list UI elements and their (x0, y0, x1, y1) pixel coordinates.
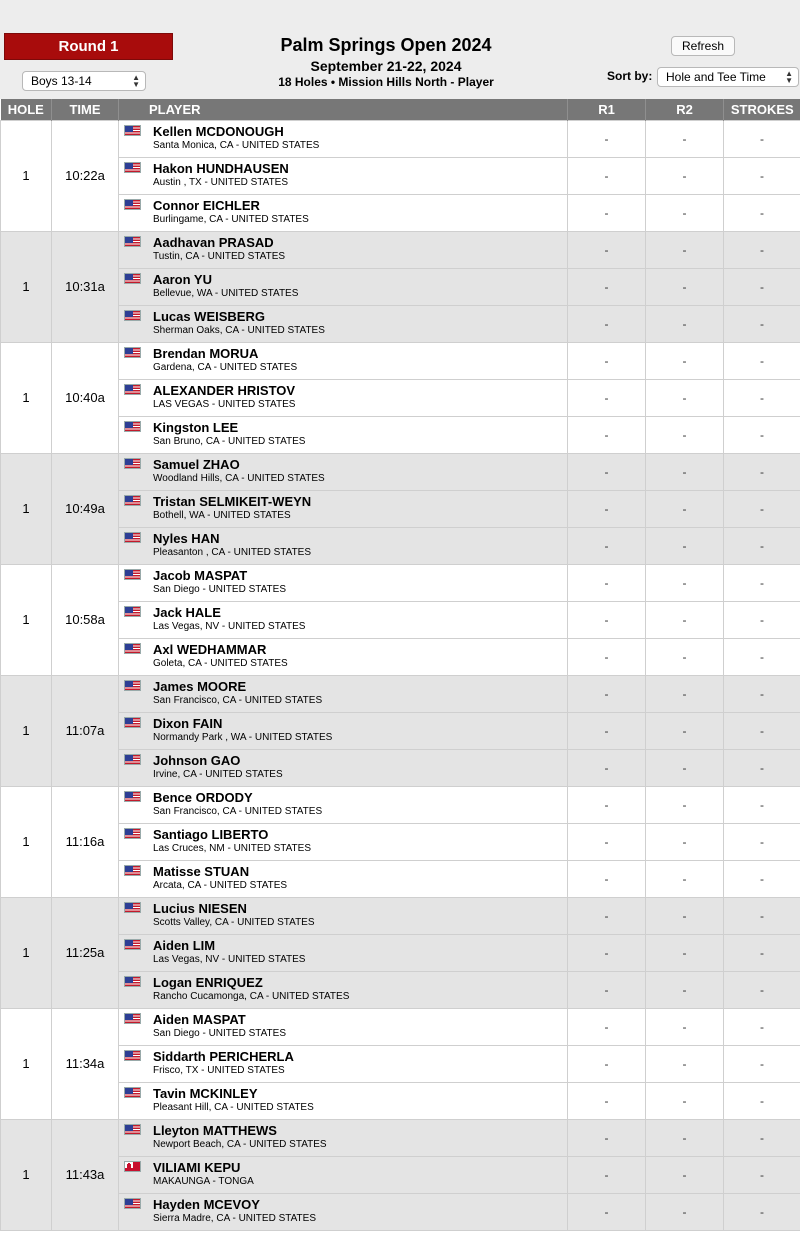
r2-score: - (646, 342, 724, 379)
r2-score: - (646, 1193, 724, 1230)
player-location: Burlingame, CA - UNITED STATES (153, 213, 309, 225)
player-location: Gardena, CA - UNITED STATES (153, 361, 298, 373)
table-row[interactable] (1, 897, 800, 934)
us-flag-icon (124, 1087, 141, 1098)
strokes-total: - (724, 638, 800, 675)
r2-score: - (646, 1119, 724, 1156)
r2-score: - (646, 527, 724, 564)
r2-score: - (646, 1008, 724, 1045)
r2-score: - (646, 194, 724, 231)
table-row[interactable] (1, 305, 800, 342)
player-location: MAKAUNGA - TONGA (153, 1175, 254, 1187)
hole-cell: 1 (1, 675, 52, 786)
us-flag-icon (124, 384, 141, 395)
hole-cell: 1 (1, 786, 52, 897)
player-cell[interactable] (119, 786, 568, 823)
table-row[interactable] (1, 638, 800, 675)
strokes-total: - (724, 1082, 800, 1119)
strokes-total: - (724, 934, 800, 971)
player-name[interactable]: James MOORE (153, 678, 247, 694)
hole-cell: 1 (1, 231, 52, 342)
r2-score: - (646, 1045, 724, 1082)
player-location: Austin , TX - UNITED STATES (153, 176, 289, 188)
player-cell[interactable] (119, 1082, 568, 1119)
sort-select-value: Hole and Tee Time (666, 70, 766, 84)
refresh-button[interactable]: Refresh (671, 36, 735, 56)
player-name[interactable]: Tristan SELMIKEIT-WEYN (153, 493, 312, 509)
player-location: San Diego - UNITED STATES (153, 1027, 286, 1039)
r1-score: - (568, 416, 646, 453)
us-flag-icon (124, 421, 141, 432)
player-location: Sherman Oaks, CA - UNITED STATES (153, 324, 325, 336)
r1-score: - (568, 1193, 646, 1230)
us-flag-icon (124, 310, 141, 321)
strokes-total: - (724, 1193, 800, 1230)
player-name[interactable]: ALEXANDER HRISTOV (153, 382, 296, 398)
r1-score: - (568, 527, 646, 564)
table-row[interactable] (1, 453, 800, 490)
player-name[interactable]: Aaron YU (153, 271, 212, 287)
tee-time-cell: 11:34a (52, 1008, 119, 1119)
strokes-total: - (724, 675, 800, 712)
player-name[interactable]: Kingston LEE (153, 419, 239, 435)
hole-cell: 1 (1, 120, 52, 231)
player-name[interactable]: Connor EICHLER (153, 197, 260, 213)
player-name[interactable]: Santiago LIBERTO (153, 826, 269, 842)
player-cell[interactable] (119, 490, 568, 527)
strokes-total: - (724, 860, 800, 897)
r1-score: - (568, 564, 646, 601)
hole-cell: 1 (1, 897, 52, 1008)
player-name[interactable]: Lleyton MATTHEWS (153, 1122, 277, 1138)
player-name[interactable]: Aadhavan PRASAD (153, 234, 274, 250)
table-row[interactable] (1, 342, 800, 379)
player-name[interactable]: Jacob MASPAT (153, 567, 248, 583)
player-cell[interactable] (119, 823, 568, 860)
r2-score: - (646, 1082, 724, 1119)
table-row[interactable] (1, 601, 800, 638)
hole-cell: 1 (1, 342, 52, 453)
player-cell[interactable] (119, 1045, 568, 1082)
player-location: Sierra Madre, CA - UNITED STATES (153, 1212, 316, 1224)
division-select[interactable] (22, 71, 146, 91)
r2-score: - (646, 749, 724, 786)
player-location: Scotts Valley, CA - UNITED STATES (153, 916, 315, 928)
player-cell[interactable] (119, 564, 568, 601)
table-row[interactable] (1, 416, 800, 453)
player-location: Bellevue, WA - UNITED STATES (153, 287, 299, 299)
player-cell[interactable] (119, 231, 568, 268)
player-name[interactable]: Johnson GAO (153, 752, 241, 768)
player-location: Newport Beach, CA - UNITED STATES (153, 1138, 327, 1150)
player-location: Normandy Park , WA - UNITED STATES (153, 731, 333, 743)
us-flag-icon (124, 495, 141, 506)
tee-times-table (0, 99, 800, 1231)
r2-score: - (646, 453, 724, 490)
table-header-row (1, 99, 800, 120)
r2-score: - (646, 1156, 724, 1193)
table-row[interactable] (1, 1156, 800, 1193)
player-name[interactable]: Kellen MCDONOUGH (153, 123, 284, 139)
title-block (200, 35, 572, 89)
player-location: Las Cruces, NM - UNITED STATES (153, 842, 311, 854)
table-row[interactable] (1, 157, 800, 194)
table-row[interactable] (1, 1193, 800, 1230)
r2-score: - (646, 231, 724, 268)
r1-score: - (568, 305, 646, 342)
player-name[interactable]: Logan ENRIQUEZ (153, 974, 263, 990)
table-row[interactable] (1, 231, 800, 268)
table-row[interactable] (1, 675, 800, 712)
table-row[interactable] (1, 1082, 800, 1119)
table-row[interactable] (1, 1045, 800, 1082)
table-row[interactable] (1, 564, 800, 601)
strokes-total: - (724, 490, 800, 527)
tee-time-cell: 11:16a (52, 786, 119, 897)
hole-cell: 1 (1, 453, 52, 564)
hole-cell: 1 (1, 1008, 52, 1119)
us-flag-icon (124, 1198, 141, 1209)
table-row[interactable] (1, 1119, 800, 1156)
col-header-strokes[interactable]: STROKES (724, 99, 800, 120)
sort-label: Sort by: (607, 69, 653, 83)
player-cell[interactable] (119, 712, 568, 749)
player-name[interactable]: Lucius NIESEN (153, 900, 247, 916)
tee-time-cell: 10:31a (52, 231, 119, 342)
player-name[interactable]: Jack HALE (153, 604, 221, 620)
r2-score: - (646, 305, 724, 342)
r1-score: - (568, 231, 646, 268)
strokes-total: - (724, 971, 800, 1008)
strokes-total: - (724, 1156, 800, 1193)
hole-cell: 1 (1, 1119, 52, 1230)
player-cell[interactable] (119, 638, 568, 675)
r2-score: - (646, 416, 724, 453)
tee-time-cell: 11:07a (52, 675, 119, 786)
tournament-venue: 18 Holes • Mission Hills North - Player (278, 75, 494, 89)
player-cell[interactable] (119, 860, 568, 897)
player-cell[interactable] (119, 934, 568, 971)
player-location: Pleasant Hill, CA - UNITED STATES (153, 1101, 314, 1113)
table-row[interactable] (1, 1008, 800, 1045)
table-row[interactable] (1, 490, 800, 527)
player-name[interactable]: Brendan MORUA (153, 345, 259, 361)
player-cell[interactable] (119, 527, 568, 564)
player-location: San Diego - UNITED STATES (153, 583, 286, 595)
strokes-total: - (724, 712, 800, 749)
r1-score: - (568, 1082, 646, 1119)
us-flag-icon (124, 162, 141, 173)
strokes-total: - (724, 379, 800, 416)
strokes-total: - (724, 342, 800, 379)
player-cell[interactable] (119, 305, 568, 342)
sort-select[interactable] (657, 67, 799, 87)
r2-score: - (646, 379, 724, 416)
player-location: Arcata, CA - UNITED STATES (153, 879, 288, 891)
player-name[interactable]: Tavin MCKINLEY (153, 1085, 258, 1101)
player-name[interactable]: Bence ORDODY (153, 789, 253, 805)
col-header-player[interactable]: PLAYER (119, 99, 568, 120)
r1-score: - (568, 675, 646, 712)
us-flag-icon (124, 236, 141, 247)
tee-time-cell: 11:43a (52, 1119, 119, 1230)
r1-score: - (568, 268, 646, 305)
strokes-total: - (724, 897, 800, 934)
r1-score: - (568, 1156, 646, 1193)
r1-score: - (568, 786, 646, 823)
us-flag-icon (124, 1013, 141, 1024)
r2-score: - (646, 157, 724, 194)
strokes-total: - (724, 564, 800, 601)
tee-time-cell: 10:49a (52, 453, 119, 564)
player-cell[interactable] (119, 120, 568, 157)
r2-score: - (646, 897, 724, 934)
player-name[interactable]: Aiden LIM (153, 937, 216, 953)
table-row[interactable] (1, 860, 800, 897)
us-flag-icon (124, 273, 141, 284)
r2-score: - (646, 971, 724, 1008)
strokes-total: - (724, 194, 800, 231)
player-location: Rancho Cucamonga, CA - UNITED STATES (153, 990, 350, 1002)
player-name[interactable]: Dixon FAIN (153, 715, 223, 731)
r1-score: - (568, 823, 646, 860)
player-cell[interactable] (119, 268, 568, 305)
strokes-total: - (724, 823, 800, 860)
player-cell[interactable] (119, 379, 568, 416)
r1-score: - (568, 157, 646, 194)
us-flag-icon (124, 1124, 141, 1135)
r1-score: - (568, 1119, 646, 1156)
table-row[interactable] (1, 527, 800, 564)
us-flag-icon (124, 939, 141, 950)
strokes-total: - (724, 305, 800, 342)
player-location: Woodland Hills, CA - UNITED STATES (153, 472, 325, 484)
r2-score: - (646, 934, 724, 971)
tee-time-cell: 10:22a (52, 120, 119, 231)
division-select-value: Boys 13-14 (31, 74, 92, 88)
r1-score: - (568, 342, 646, 379)
player-name[interactable]: Matisse STUAN (153, 863, 250, 879)
header-bar (0, 0, 800, 99)
player-location: Irvine, CA - UNITED STATES (153, 768, 283, 780)
player-name[interactable]: Lucas WEISBERG (153, 308, 265, 324)
strokes-total: - (724, 268, 800, 305)
player-cell[interactable] (119, 897, 568, 934)
tee-time-cell: 10:40a (52, 342, 119, 453)
tonga-flag-icon (124, 1161, 141, 1172)
r1-score: - (568, 971, 646, 1008)
strokes-total: - (724, 749, 800, 786)
table-row[interactable] (1, 786, 800, 823)
r1-score: - (568, 1008, 646, 1045)
player-name[interactable]: VILIAMI KEPU (153, 1159, 241, 1175)
tournament-dates: September 21-22, 2024 (310, 58, 462, 74)
col-header-time[interactable]: TIME (52, 99, 119, 120)
player-location: Las Vegas, NV - UNITED STATES (153, 620, 306, 632)
r2-score: - (646, 712, 724, 749)
us-flag-icon (124, 643, 141, 654)
player-location: Bothell, WA - UNITED STATES (153, 509, 291, 521)
strokes-total: - (724, 1119, 800, 1156)
us-flag-icon (124, 680, 141, 691)
us-flag-icon (124, 717, 141, 728)
player-location: San Bruno, CA - UNITED STATES (153, 435, 306, 447)
player-cell[interactable] (119, 1156, 568, 1193)
player-location: LAS VEGAS - UNITED STATES (153, 398, 296, 410)
player-cell[interactable] (119, 416, 568, 453)
r1-score: - (568, 490, 646, 527)
r1-score: - (568, 934, 646, 971)
us-flag-icon (124, 458, 141, 469)
table-row[interactable] (1, 934, 800, 971)
us-flag-icon (124, 125, 141, 136)
player-cell[interactable] (119, 1008, 568, 1045)
us-flag-icon (124, 199, 141, 210)
r2-score: - (646, 675, 724, 712)
player-location: San Francisco, CA - UNITED STATES (153, 694, 323, 706)
player-name[interactable]: Nyles HAN (153, 530, 220, 546)
player-location: Pleasanton , CA - UNITED STATES (153, 546, 312, 558)
player-cell[interactable] (119, 675, 568, 712)
player-cell[interactable] (119, 342, 568, 379)
r1-score: - (568, 749, 646, 786)
player-name[interactable]: Siddarth PERICHERLA (153, 1048, 294, 1064)
player-cell[interactable] (119, 453, 568, 490)
player-cell[interactable] (119, 194, 568, 231)
table-row[interactable] (1, 823, 800, 860)
player-name[interactable]: Aiden MASPAT (153, 1011, 246, 1027)
us-flag-icon (124, 976, 141, 987)
strokes-total: - (724, 120, 800, 157)
r2-score: - (646, 860, 724, 897)
strokes-total: - (724, 1008, 800, 1045)
player-location: Goleta, CA - UNITED STATES (153, 657, 288, 669)
r1-score: - (568, 194, 646, 231)
us-flag-icon (124, 347, 141, 358)
r2-score: - (646, 786, 724, 823)
tee-time-cell: 10:58a (52, 564, 119, 675)
table-row[interactable] (1, 194, 800, 231)
col-header-hole[interactable]: HOLE (1, 99, 52, 120)
strokes-total: - (724, 786, 800, 823)
r1-score: - (568, 897, 646, 934)
player-cell[interactable] (119, 157, 568, 194)
r1-score: - (568, 120, 646, 157)
r1-score: - (568, 601, 646, 638)
r2-score: - (646, 638, 724, 675)
table-row[interactable] (1, 120, 800, 157)
select-arrows-icon: ▲ ▼ (785, 69, 793, 85)
r2-score: - (646, 823, 724, 860)
col-header-r2[interactable]: R2 (646, 99, 724, 120)
player-cell[interactable] (119, 1119, 568, 1156)
r1-score: - (568, 712, 646, 749)
us-flag-icon (124, 569, 141, 580)
player-cell[interactable] (119, 749, 568, 786)
select-arrows-icon: ▲ ▼ (132, 73, 140, 89)
r1-score: - (568, 453, 646, 490)
r2-score: - (646, 601, 724, 638)
r2-score: - (646, 268, 724, 305)
r2-score: - (646, 120, 724, 157)
player-name[interactable]: Hakon HUNDHAUSEN (153, 160, 289, 176)
us-flag-icon (124, 902, 141, 913)
us-flag-icon (124, 754, 141, 765)
player-cell[interactable] (119, 1193, 568, 1230)
r1-score: - (568, 1045, 646, 1082)
hole-cell: 1 (1, 564, 52, 675)
strokes-total: - (724, 453, 800, 490)
r1-score: - (568, 379, 646, 416)
player-name[interactable]: Samuel ZHAO (153, 456, 240, 472)
player-name[interactable]: Axl WEDHAMMAR (153, 641, 267, 657)
strokes-total: - (724, 1045, 800, 1082)
player-location: Las Vegas, NV - UNITED STATES (153, 953, 306, 965)
us-flag-icon (124, 828, 141, 839)
us-flag-icon (124, 791, 141, 802)
tournament-title: Palm Springs Open 2024 (280, 35, 492, 55)
table-row[interactable] (1, 268, 800, 305)
table-row[interactable] (1, 712, 800, 749)
player-name[interactable]: Hayden MCEVOY (153, 1196, 260, 1212)
table-row[interactable] (1, 971, 800, 1008)
player-location: Tustin, CA - UNITED STATES (153, 250, 286, 262)
strokes-total: - (724, 231, 800, 268)
player-location: Frisco, TX - UNITED STATES (153, 1064, 285, 1076)
table-row[interactable] (1, 749, 800, 786)
r2-score: - (646, 490, 724, 527)
strokes-total: - (724, 527, 800, 564)
us-flag-icon (124, 865, 141, 876)
us-flag-icon (124, 532, 141, 543)
strokes-total: - (724, 157, 800, 194)
r2-score: - (646, 564, 724, 601)
r1-score: - (568, 638, 646, 675)
us-flag-icon (124, 606, 141, 617)
player-cell[interactable] (119, 601, 568, 638)
tee-time-cell: 11:25a (52, 897, 119, 1008)
player-location: San Francisco, CA - UNITED STATES (153, 805, 323, 817)
table-row[interactable] (1, 379, 800, 416)
round-tab[interactable]: Round 1 (4, 33, 173, 60)
us-flag-icon (124, 1050, 141, 1061)
player-cell[interactable] (119, 971, 568, 1008)
r1-score: - (568, 860, 646, 897)
col-header-r1[interactable]: R1 (568, 99, 646, 120)
strokes-total: - (724, 416, 800, 453)
strokes-total: - (724, 601, 800, 638)
player-location: Santa Monica, CA - UNITED STATES (153, 139, 320, 151)
